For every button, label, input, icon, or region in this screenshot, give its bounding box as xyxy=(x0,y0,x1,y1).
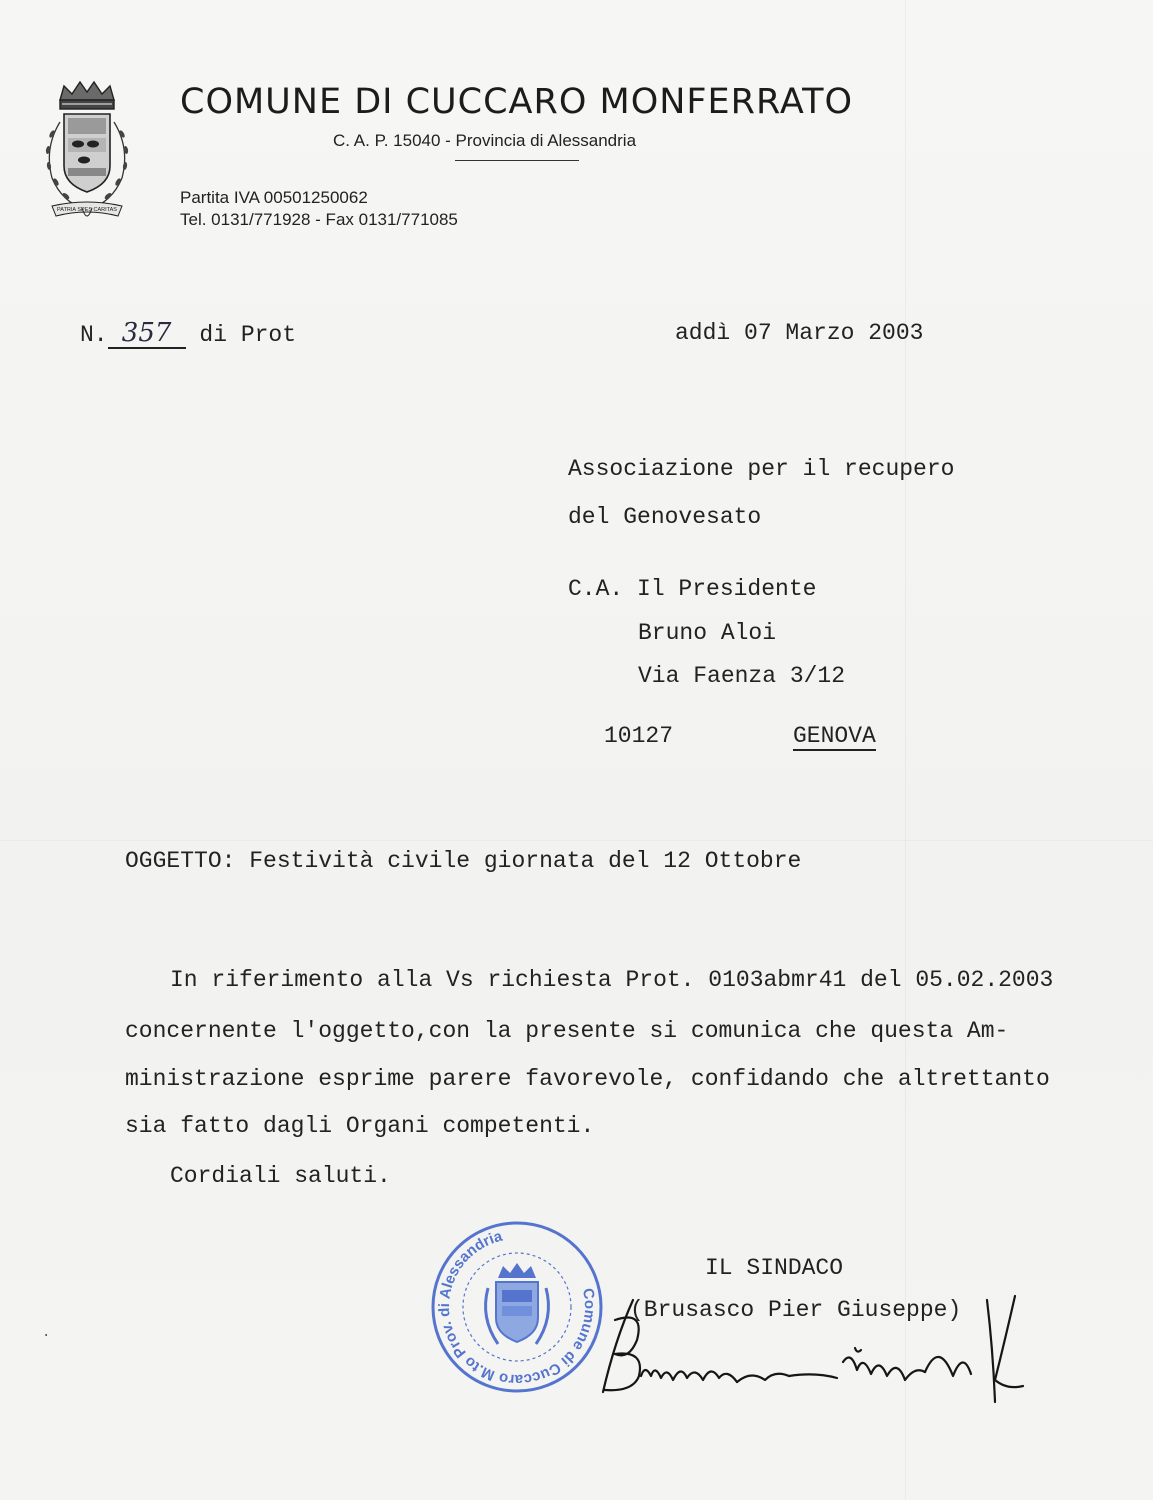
recipient-attention: C.A. Il Presidente xyxy=(568,576,817,602)
recipient-city: GENOVA xyxy=(793,723,876,749)
municipality-title: COMUNE DI CUCCARO MONFERRATO xyxy=(180,82,854,122)
phone-fax: Tel. 0131/771928 - Fax 0131/771085 xyxy=(180,210,458,229)
recipient-name: Bruno Aloi xyxy=(638,620,777,646)
fold-line-vertical xyxy=(905,0,906,1500)
subject-line xyxy=(125,848,801,874)
body-line1: In riferimento alla Vs richiesta Prot. 0103abmr41 del 05.02.2003 xyxy=(170,967,1054,993)
signature-icon xyxy=(575,1280,1045,1410)
body-line2: concernente l'oggetto,con la presente si comunica che questa Am- xyxy=(125,1018,1009,1044)
header-divider xyxy=(455,160,579,161)
body-line4: sia fatto dagli Organi competenti. xyxy=(125,1113,595,1139)
recipient-line2: del Genovesato xyxy=(568,504,762,530)
closing-greeting: Cordiali saluti. xyxy=(170,1163,391,1189)
fold-line-horizontal xyxy=(0,840,1153,841)
protocol-prefix: N. xyxy=(80,322,108,348)
protocol-suffix: di Prot xyxy=(199,322,297,348)
recipient-line1: Associazione per il recupero xyxy=(568,456,955,482)
subject-text: Festività civile giornata del 12 Ottobre xyxy=(249,848,802,874)
signatory-title: IL SINDACO xyxy=(705,1255,844,1281)
body-line3: ministrazione esprime parere favorevole, confidando che altrettanto xyxy=(125,1066,1050,1092)
letter-date: addì 07 Marzo 2003 xyxy=(675,320,924,346)
vat-number: Partita IVA 00501250062 xyxy=(180,188,368,207)
postal-province-line: C. A. P. 15040 - Provincia di Alessandria xyxy=(333,131,637,150)
signatory-name: (Brusasco Pier Giuseppe) xyxy=(630,1297,962,1323)
protocol-number: 357 xyxy=(108,320,186,349)
paper-speck: · xyxy=(42,1328,51,1344)
recipient-street: Via Faenza 3/12 xyxy=(638,663,846,689)
recipient-postcode: 10127 xyxy=(604,723,674,749)
coat-of-arms-icon xyxy=(38,78,136,228)
protocol-line xyxy=(80,320,296,349)
crest-motto: PATRIA SPES CARITAS xyxy=(57,207,117,213)
stamp-text: Comune di Cuccaro M.to Prov. di Alessandria xyxy=(435,1227,599,1389)
subject-label: OGGETTO: xyxy=(125,848,236,874)
